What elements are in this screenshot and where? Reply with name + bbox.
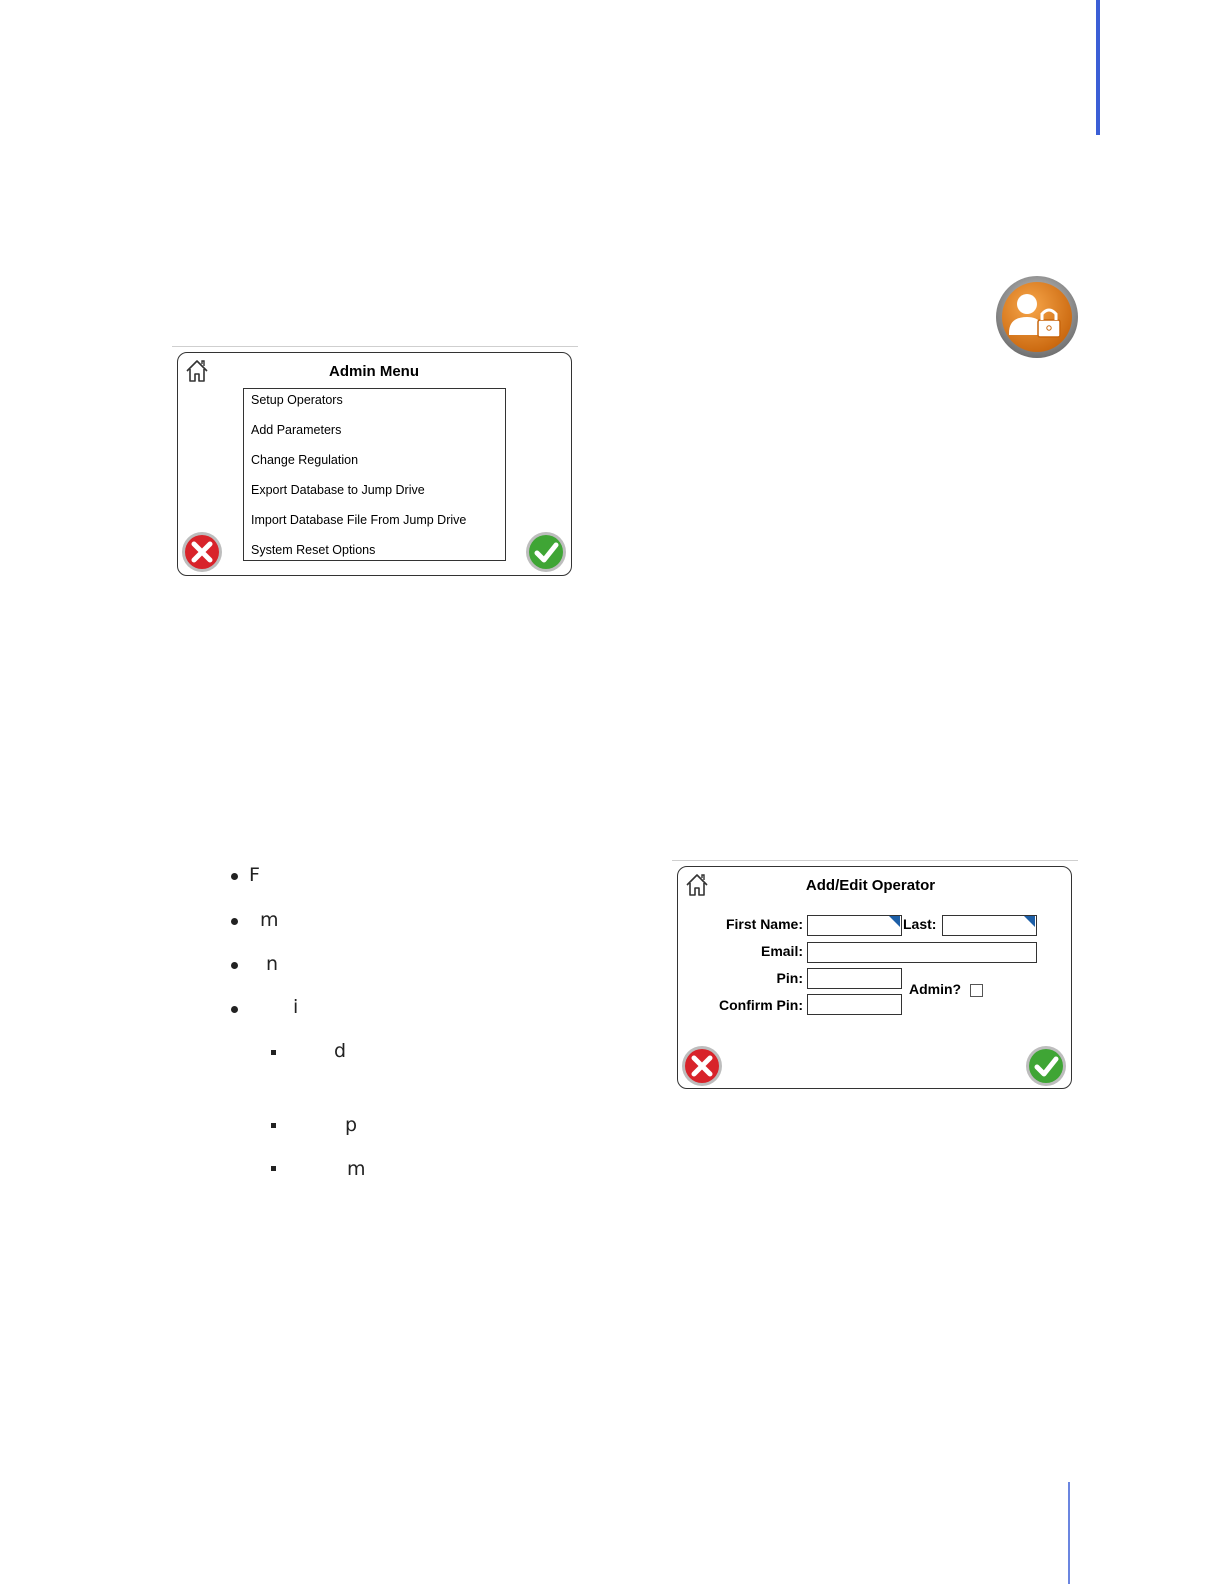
bullet-dot (231, 962, 238, 969)
menu-item-setup-operators[interactable]: Setup Operators (251, 393, 343, 407)
bullet-dot (231, 873, 238, 880)
cancel-x-icon[interactable] (181, 531, 223, 573)
bullet-dot (231, 1006, 238, 1013)
email-input[interactable] (807, 942, 1037, 963)
bullet-text: F (249, 864, 260, 886)
menu-item-change-regulation[interactable]: Change Regulation (251, 453, 359, 467)
bullet-text: i (293, 996, 299, 1018)
admin-menu-list (243, 388, 506, 561)
figure-rule (172, 346, 578, 347)
admin-user-lock-icon (995, 275, 1079, 359)
first-name-label: First Name: (725, 916, 803, 932)
confirm-check-icon[interactable] (525, 531, 567, 573)
sub-bullet-text: d (334, 1040, 347, 1062)
confirm-pin-label: Confirm Pin: (719, 997, 803, 1013)
dropdown-corner-icon[interactable] (1024, 916, 1035, 927)
confirm-pin-input[interactable] (807, 994, 902, 1015)
last-name-input[interactable] (942, 915, 1037, 936)
sub-bullet-square (271, 1123, 276, 1128)
sub-bullet-square (271, 1050, 276, 1055)
first-name-input[interactable] (807, 915, 902, 936)
bullet-dot (231, 918, 238, 925)
top-accent-rule (1096, 0, 1100, 135)
admin-menu-screen (177, 352, 572, 576)
menu-item-system-reset[interactable]: System Reset Options (251, 543, 376, 557)
pin-label: Pin: (776, 970, 803, 986)
last-name-label: Last: (903, 916, 937, 932)
confirm-check-icon[interactable] (1025, 1045, 1067, 1087)
sub-bullet-text: p (345, 1114, 358, 1136)
operator-form-title: Add/Edit Operator (805, 877, 936, 894)
sub-bullet-text: m (347, 1158, 366, 1180)
cancel-x-icon[interactable] (681, 1045, 723, 1087)
bullet-text: m (260, 909, 279, 931)
operator-form-screen (677, 866, 1072, 1089)
sub-bullet-square (271, 1166, 276, 1171)
menu-item-add-parameters[interactable]: Add Parameters (251, 423, 342, 437)
admin-label: Admin? (909, 981, 962, 997)
menu-item-import-database[interactable]: Import Database File From Jump Drive (251, 513, 467, 527)
pin-input[interactable] (807, 968, 902, 989)
dropdown-corner-icon[interactable] (889, 916, 900, 927)
menu-item-export-database[interactable]: Export Database to Jump Drive (251, 483, 425, 497)
bottom-accent-rule (1068, 1482, 1070, 1584)
admin-menu-title: Admin Menu (329, 363, 419, 380)
bullet-text: n (266, 953, 279, 975)
email-label: Email: (760, 943, 803, 959)
admin-checkbox[interactable] (970, 984, 983, 997)
figure-rule (672, 860, 1078, 861)
